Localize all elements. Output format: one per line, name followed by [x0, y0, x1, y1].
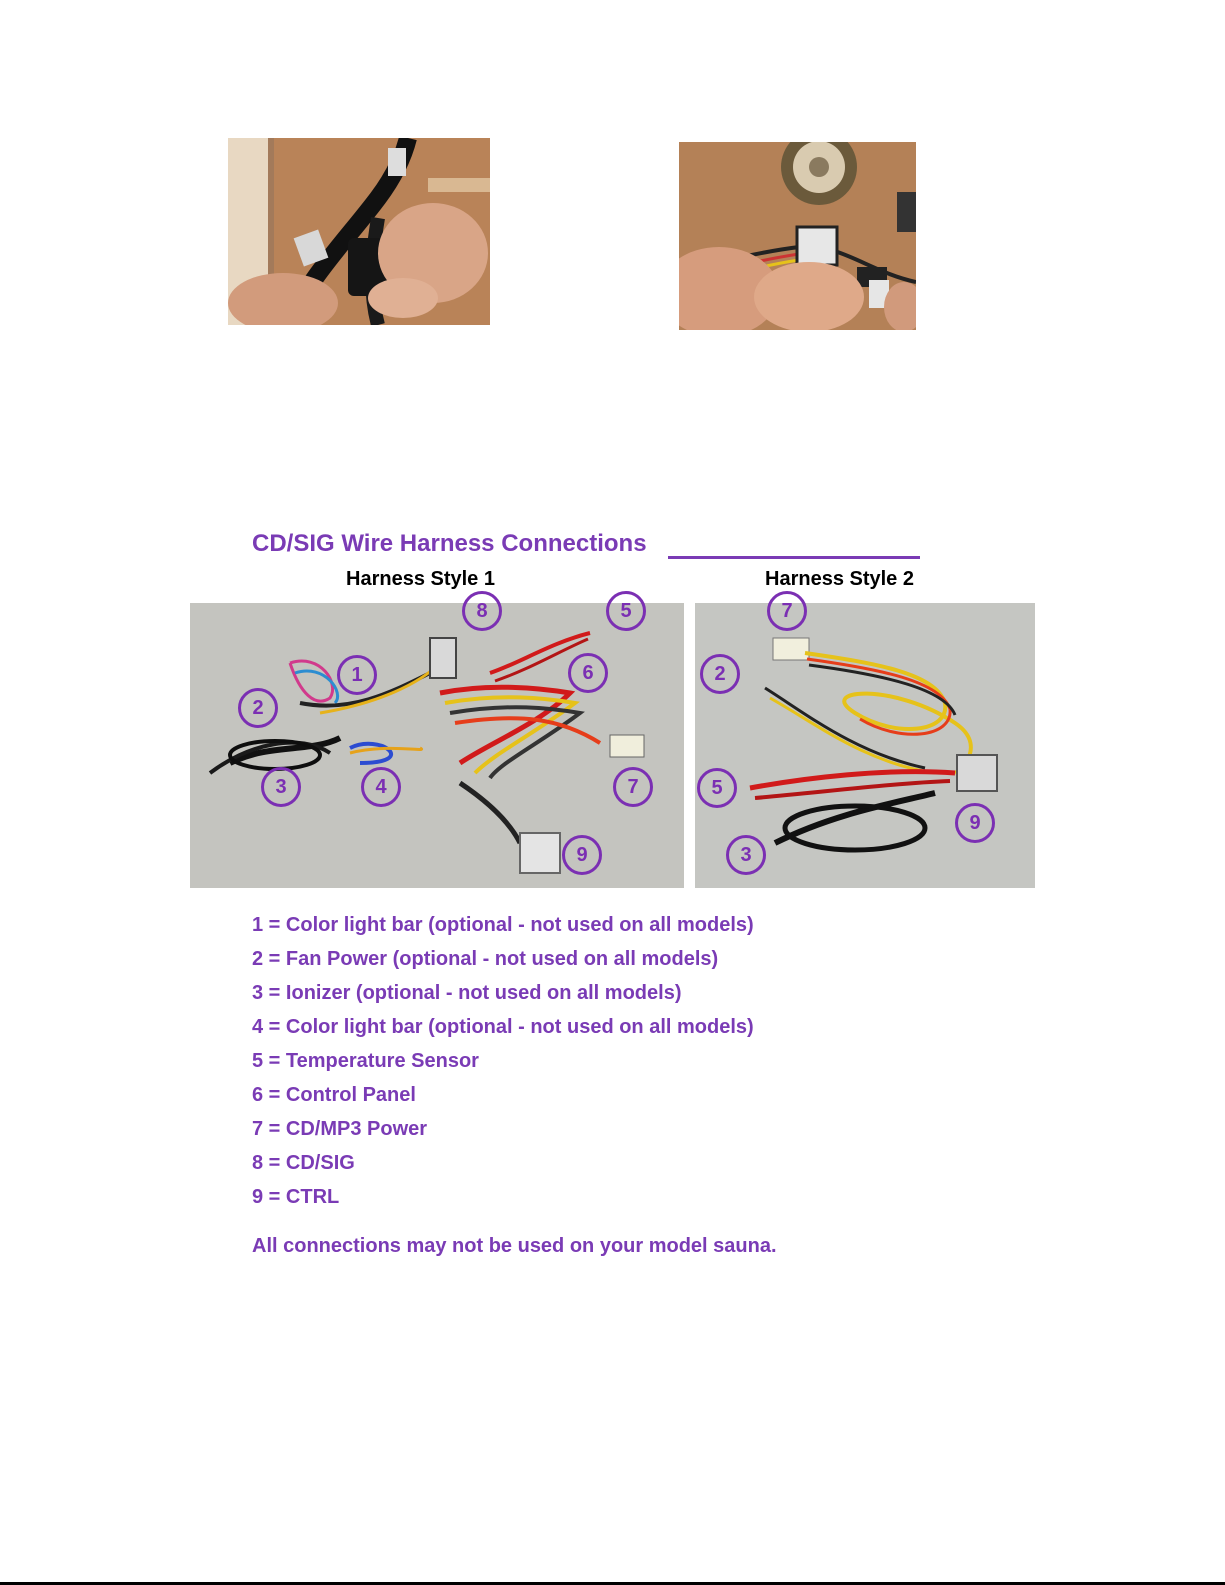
callout-2-style2: 2: [700, 654, 740, 694]
callout-3-style1: 3: [261, 767, 301, 807]
callout-7-style2: 7: [767, 591, 807, 631]
callout-4-style1: 4: [361, 767, 401, 807]
callout-5-style2: 5: [697, 768, 737, 808]
callout-1-style1: 1: [337, 655, 377, 695]
callout-6-style1: 6: [568, 653, 608, 693]
callout-2-style1: 2: [238, 688, 278, 728]
legend-item: 9 = CTRL: [252, 1186, 340, 1208]
legend-item: 7 = CD/MP3 Power: [252, 1118, 428, 1140]
callout-9-style1: 9: [562, 835, 602, 875]
connection-legend: [252, 908, 754, 1214]
harness-style-2-label: Harness Style 2: [765, 568, 914, 590]
legend-item: 6 = Control Panel: [252, 1084, 416, 1106]
harness-style-1-label: Harness Style 1: [346, 568, 495, 590]
legend-item: 5 = Temperature Sensor: [252, 1050, 479, 1072]
callout-5-style1: 5: [606, 591, 646, 631]
power-cord-connection-photo: [228, 138, 490, 325]
callout-9-style2: 9: [955, 803, 995, 843]
callout-3-style2: 3: [726, 835, 766, 875]
legend-item: 1 = Color light bar (optional - not used on all models): [252, 914, 754, 936]
legend-item: 3 = Ionizer (optional - not used on all models): [252, 982, 682, 1004]
legend-item: 2 = Fan Power (optional - not used on all models): [252, 948, 719, 970]
usage-note: All connections may not be used on your model sauna.: [252, 1235, 777, 1257]
section-title: CD/SIG Wire Harness Connections: [252, 530, 647, 557]
legend-item: 8 = CD/SIG: [252, 1152, 355, 1174]
connector-near-speaker-photo: [679, 142, 916, 330]
callout-8-style1: 8: [462, 591, 502, 631]
callout-7-style1: 7: [613, 767, 653, 807]
title-underline: [668, 556, 920, 559]
harness-style-1-photo: [190, 603, 688, 888]
legend-item: 4 = Color light bar (optional - not used on all models): [252, 1016, 754, 1038]
